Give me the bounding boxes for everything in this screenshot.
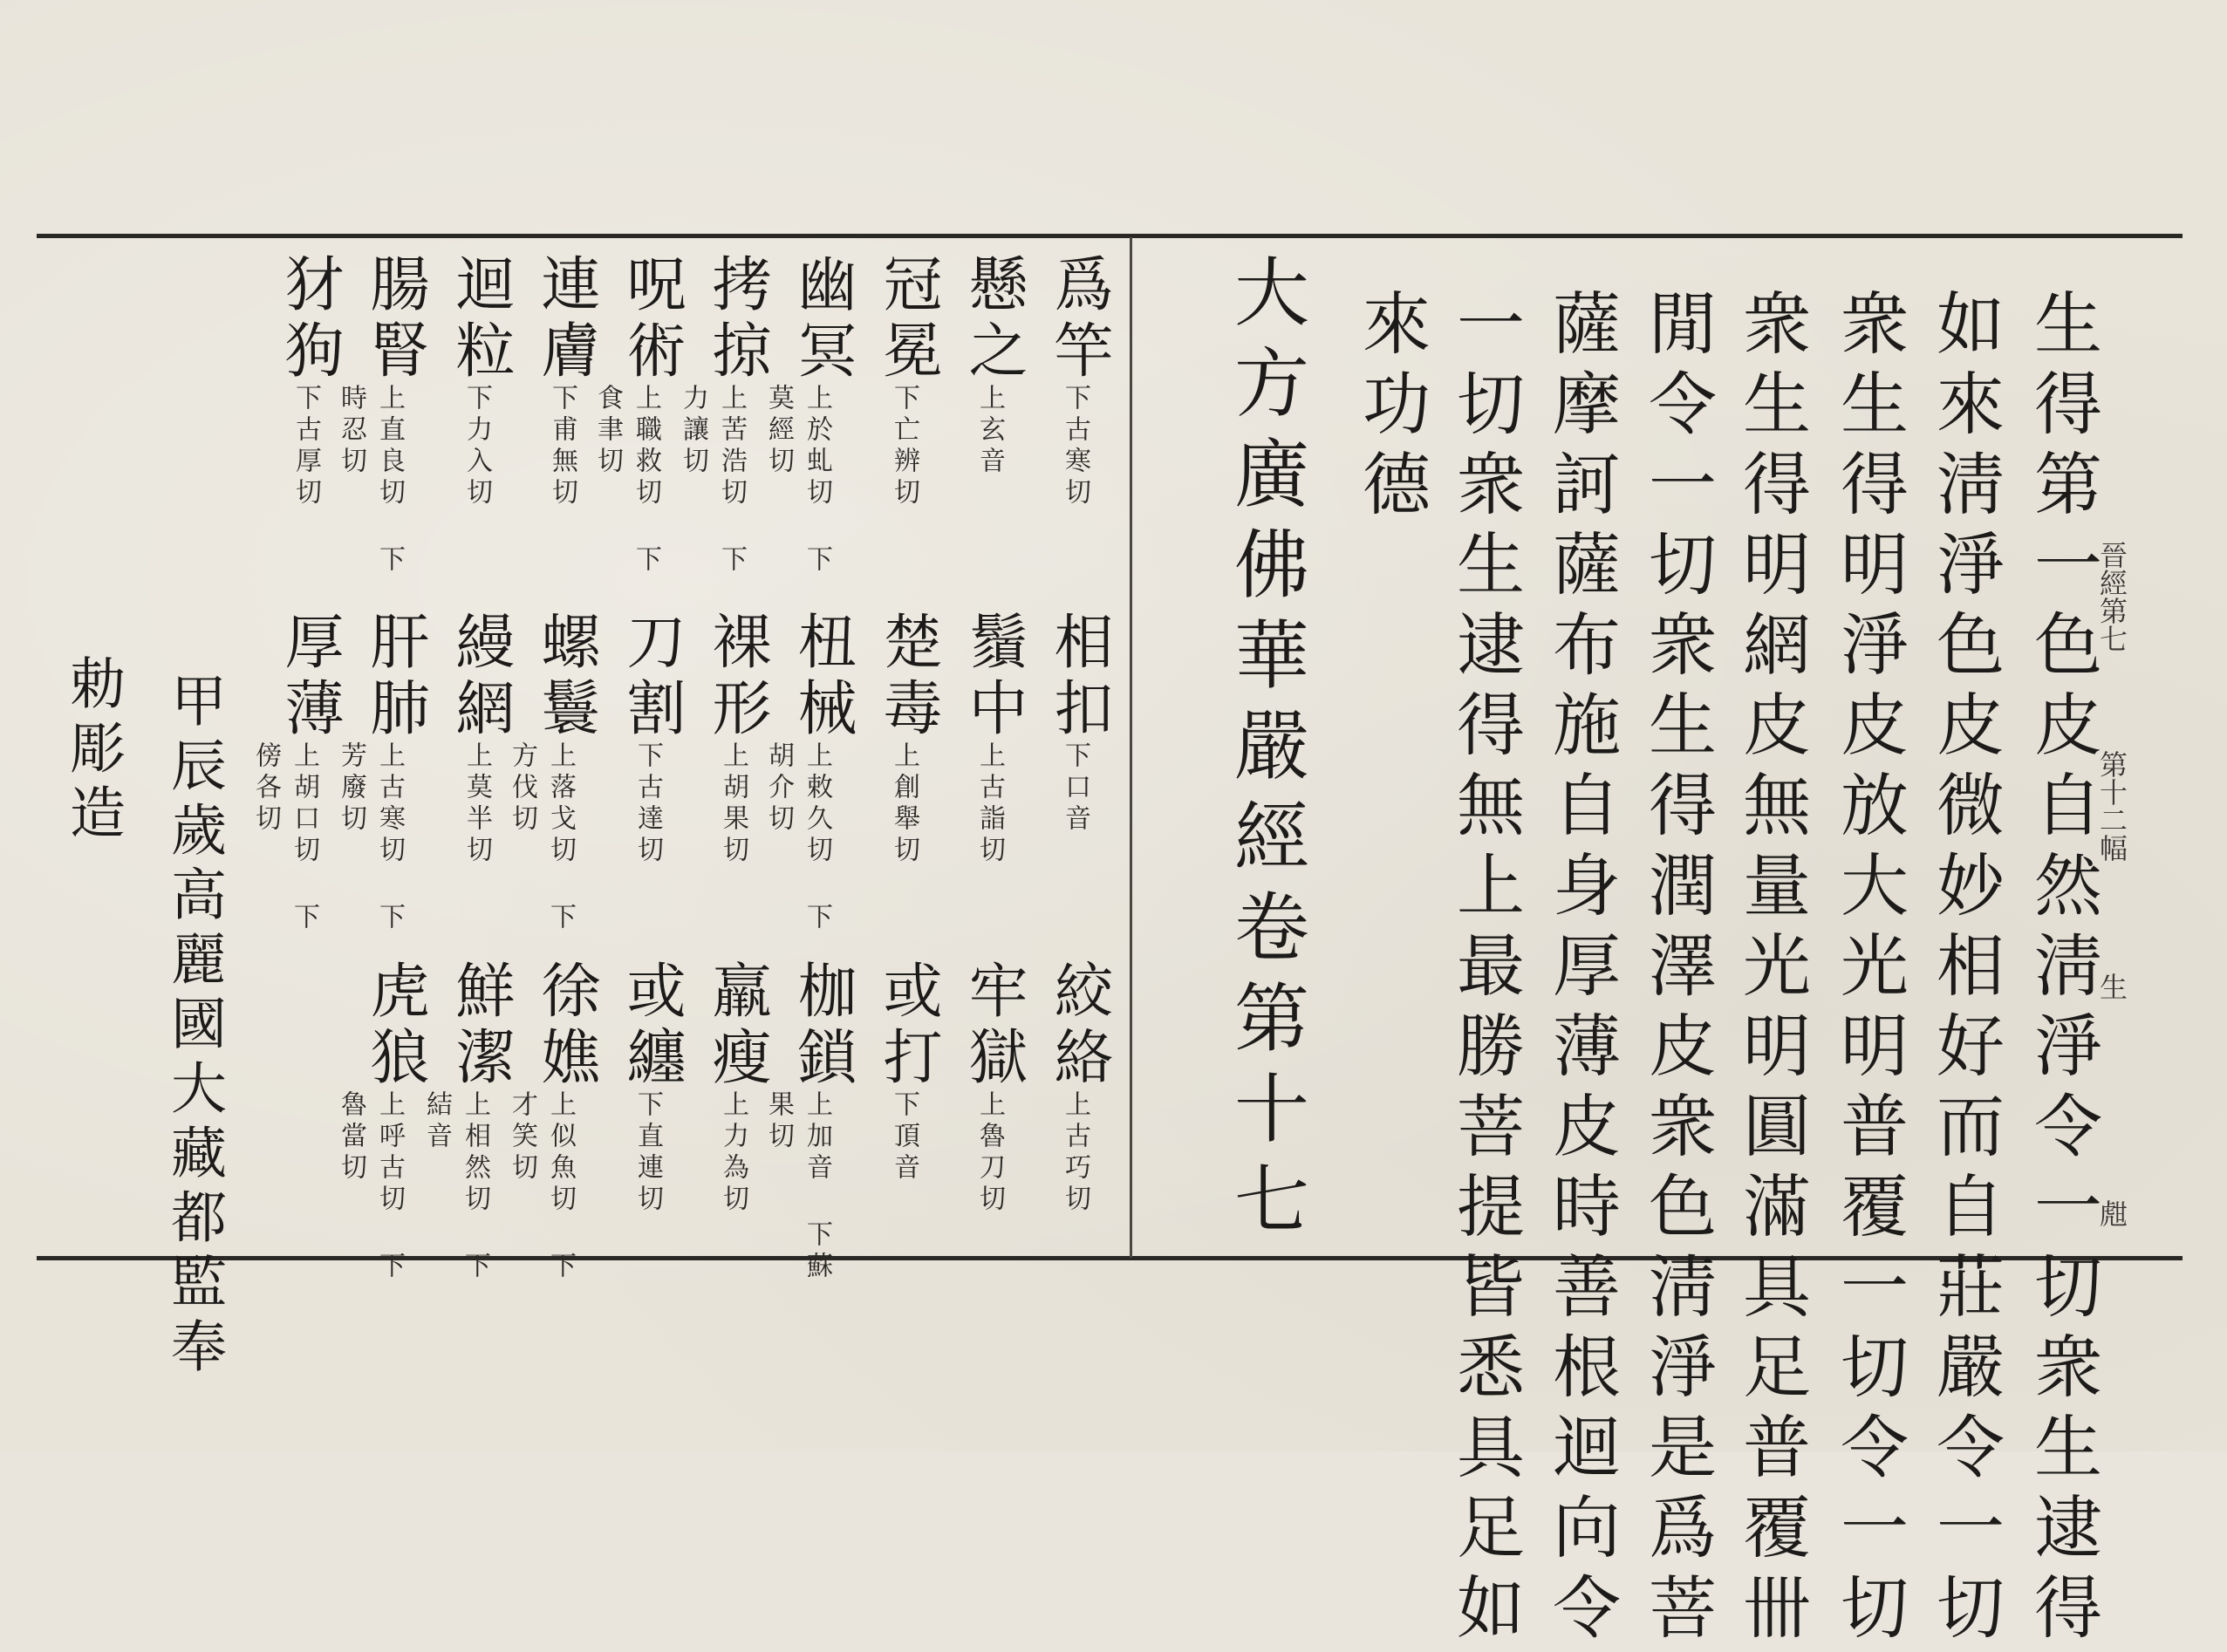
- glossary-note: 上力為切: [718, 1090, 748, 1216]
- glossary-head: 或打: [873, 959, 942, 1092]
- glossary-entry: [1036, 959, 1121, 1216]
- column-divider-line: [1130, 237, 1132, 1258]
- glossary-note: 下口音: [1060, 741, 1090, 836]
- main-text-line-4: 衆生得明網皮無量光明圓滿具足普覆卌: [1732, 288, 1810, 1652]
- glossary-entry: [438, 253, 523, 509]
- glossary-note: 上古詣切: [974, 741, 1005, 867]
- glossary-head: 或纏: [617, 959, 686, 1092]
- glossary-note: 下甫無切: [547, 384, 577, 509]
- glossary-head: 爲竿: [1044, 253, 1113, 386]
- glossary-entry: [865, 611, 950, 867]
- margin-note-char-2: 甝: [2095, 1199, 2128, 1227]
- margin-note-sheet: 第十二幅: [2095, 750, 2128, 862]
- glossary-head: 牢獄: [959, 959, 1028, 1092]
- glossary-entry: [250, 611, 352, 934]
- glossary-entry: [1036, 611, 1121, 836]
- glossary-head: 呪術: [617, 253, 686, 386]
- glossary-note: 下力入切: [461, 384, 492, 509]
- glossary-head: 刀割: [617, 611, 686, 743]
- glossary-entry: [336, 959, 437, 1283]
- colophon-line-1: 甲辰歲高麗國大藏都監奉: [161, 672, 226, 1382]
- glossary-head: 徐嫶: [531, 959, 600, 1092]
- glossary-head: 枷鎖: [788, 959, 857, 1092]
- glossary-entry: [763, 611, 864, 934]
- glossary-head: 羸瘦: [702, 959, 771, 1092]
- glossary-note: 上職救切 下食聿切: [592, 384, 661, 577]
- margin-note-char-1: 生: [2095, 973, 2128, 1000]
- glossary-note: 上魯刀切: [974, 1090, 1005, 1216]
- glossary-entry: [865, 959, 950, 1184]
- glossary-head: 肝肺: [360, 611, 429, 743]
- glossary-head: 鬚中: [959, 611, 1028, 743]
- glossary-note: 上胡口切 下傍各切: [250, 741, 319, 934]
- glossary-note: 上呼古切 下魯當切: [336, 1090, 405, 1283]
- main-text-line-8: 來功德: [1351, 288, 1430, 529]
- glossary-entry: [694, 611, 779, 867]
- glossary-head: 鮮潔: [446, 959, 515, 1092]
- glossary-entry: [865, 253, 950, 509]
- glossary-head: 杻械: [788, 611, 857, 743]
- glossary-head: 懸之: [959, 253, 1028, 386]
- glossary-entry: [336, 611, 437, 934]
- glossary-entry: [507, 611, 608, 934]
- glossary-entry: [951, 611, 1035, 867]
- glossary-note: 下直連切: [632, 1090, 663, 1216]
- glossary-note: 上似魚切 下才笑切: [507, 1090, 576, 1283]
- glossary-note: 下古達切: [632, 741, 663, 867]
- glossary-entry: [763, 959, 864, 1283]
- glossary-note: 上加音 下蘇果切: [763, 1090, 832, 1283]
- glossary-head: 幽冥: [788, 253, 857, 386]
- glossary-head: 拷掠: [702, 253, 771, 386]
- colophon-line-2: 勅彫造: [60, 654, 125, 848]
- margin-note-volume: 晉經第七: [2095, 541, 2128, 652]
- glossary-head: 犲狗: [275, 253, 344, 386]
- glossary-entry: [609, 611, 693, 867]
- glossary-note: 上於虬切 下莫經切: [763, 384, 832, 577]
- glossary-note: 下古寒切: [1060, 384, 1090, 509]
- glossary-entry: [336, 253, 437, 577]
- glossary-entry: [951, 253, 1035, 478]
- top-border-line: [37, 234, 2183, 238]
- glossary-head: 絞絡: [1044, 959, 1113, 1092]
- glossary-entry: [507, 959, 608, 1283]
- glossary-head: 厚薄: [275, 611, 344, 743]
- glossary-entry: [592, 253, 693, 577]
- glossary-note: 上古寒切 下芳廢切: [336, 741, 405, 934]
- glossary-entry: [1036, 253, 1121, 509]
- glossary-note: 上古巧切: [1060, 1090, 1090, 1216]
- glossary-note: 下亡辨切: [889, 384, 919, 509]
- glossary-head: 裸形: [702, 611, 771, 743]
- sutra-title: 大方廣佛華嚴經卷第十七: [1221, 253, 1308, 1251]
- glossary-head: 腸腎: [360, 253, 429, 386]
- glossary-note: 上莫半切: [461, 741, 492, 867]
- main-text-line-7: 一切衆生逮得無上最勝菩提皆悉具足如: [1445, 288, 1524, 1652]
- main-text-line-2: 如來淸淨色皮微妙相好而自莊嚴令一切: [1925, 288, 2004, 1652]
- glossary-entry: [763, 253, 864, 577]
- glossary-note: 下古厚切: [290, 384, 321, 509]
- glossary-head: 迴粒: [446, 253, 515, 386]
- main-text-line-1: 生得第一色皮自然淸淨令一切衆生逮得: [2023, 288, 2101, 1652]
- glossary-note: 上相然切 下結音: [421, 1090, 490, 1283]
- glossary-head: 螺鬟: [531, 611, 600, 743]
- glossary-note: 上創舉切: [889, 741, 919, 867]
- glossary-entry: [951, 959, 1035, 1216]
- glossary-note: 上直良切 下時忍切: [336, 384, 405, 577]
- glossary-head: 相扣: [1044, 611, 1113, 743]
- glossary-entry: [421, 959, 523, 1283]
- glossary-head: 縵網: [446, 611, 515, 743]
- glossary-entry: [678, 253, 779, 577]
- main-text-line-6: 薩摩訶薩布施自身厚薄皮時善根迴向令: [1541, 288, 1620, 1652]
- glossary-head: 冠冕: [873, 253, 942, 386]
- glossary-note: 上胡果切: [718, 741, 748, 867]
- glossary-head: 楚毒: [873, 611, 942, 743]
- glossary-head: 連膚: [531, 253, 600, 386]
- glossary-entry: [267, 253, 352, 509]
- main-text-line-5: 閒令一切衆生得潤澤皮衆色淸淨是爲菩: [1637, 288, 1716, 1652]
- main-text-line-3: 衆生得明淨皮放大光明普覆一切令一切: [1829, 288, 1908, 1652]
- glossary-note: 上玄音: [974, 384, 1005, 478]
- glossary-note: 下頂音: [889, 1090, 919, 1184]
- glossary-note: 上敕久切 下胡介切: [763, 741, 832, 934]
- glossary-entry: [523, 253, 608, 509]
- glossary-note: 上苦浩切 下力讓切: [678, 384, 747, 577]
- glossary-head: 虎狼: [360, 959, 429, 1092]
- glossary-entry: [694, 959, 779, 1216]
- glossary-entry: [438, 611, 523, 867]
- glossary-note: 上落戈切 下方伐切: [507, 741, 576, 934]
- glossary-entry: [609, 959, 693, 1216]
